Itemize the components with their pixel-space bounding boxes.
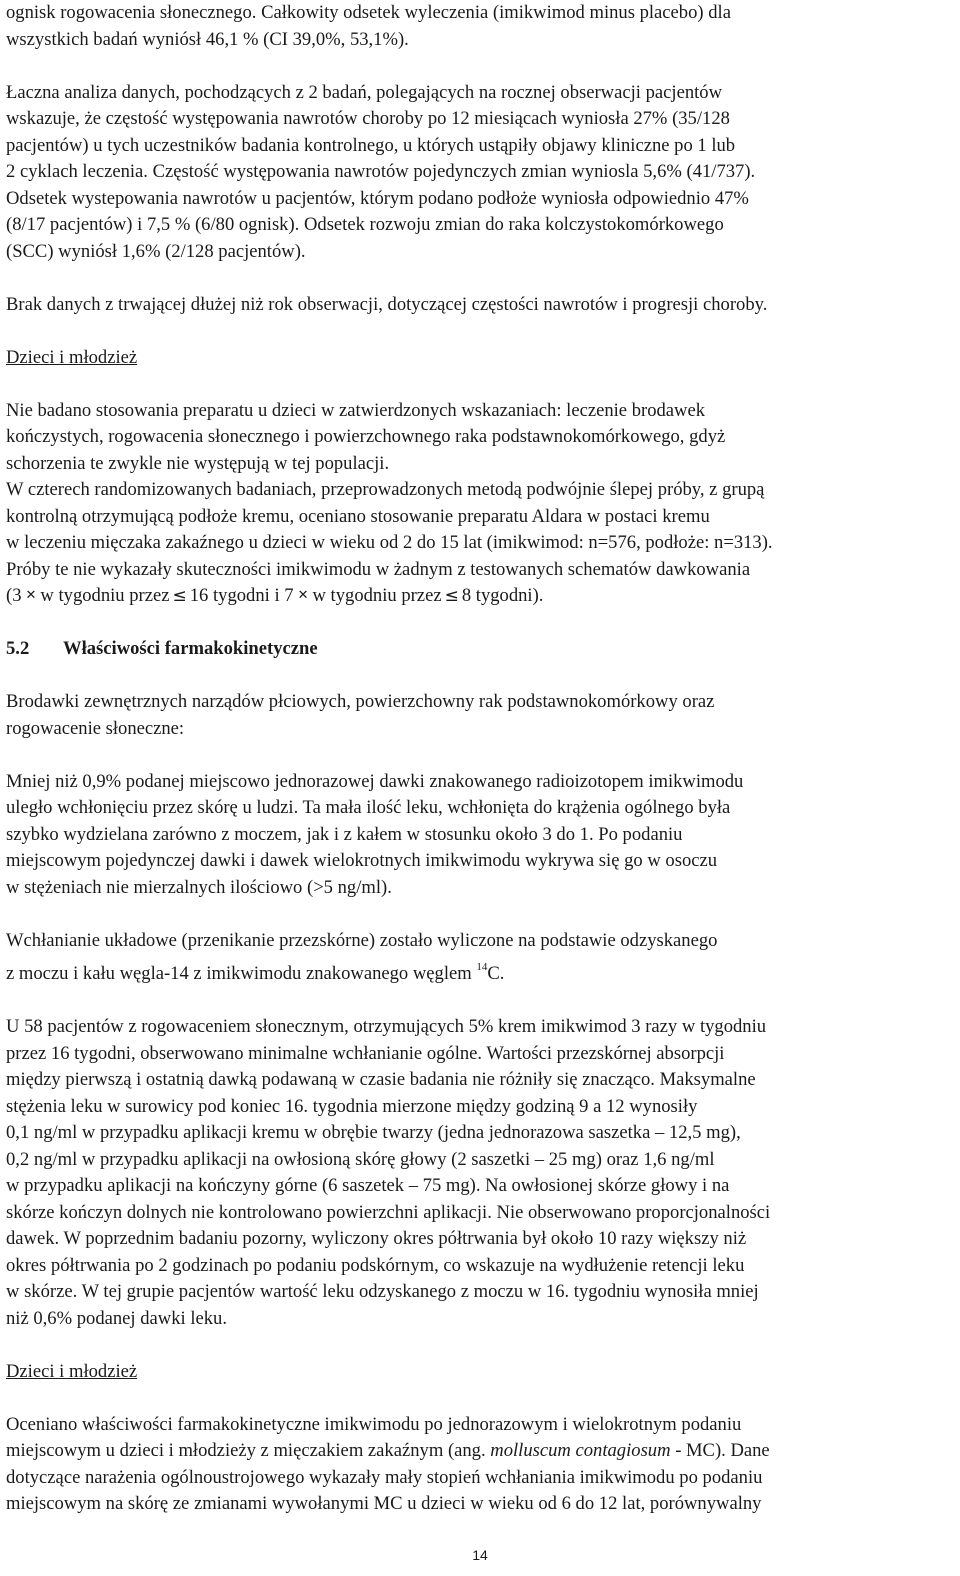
subheading-pediatric: Dzieci i młodzież xyxy=(6,1360,138,1382)
section-heading xyxy=(6,636,956,663)
text-run: w tygodniu przez xyxy=(312,585,442,606)
text-run: (3 xyxy=(6,585,22,606)
text-run: z moczu i kału węgla-14 z imikwimodu znakowanego węglem xyxy=(6,963,472,984)
less-equal-symbol: ≤ xyxy=(444,586,459,606)
paragraph-pediatric-use xyxy=(6,398,956,610)
paragraph-indications xyxy=(6,689,956,742)
text-line: uległo wchłonięciu przez skórę u ludzi. Ta mała ilość leku, wchłonięta do krążenia ogólnego była xyxy=(6,797,731,818)
text-line: między pierwszą i ostatnią dawką podawaną w czasie badania nie różniły się znacząco. Maksymalne xyxy=(6,1069,756,1090)
text-line: skórze kończyn dolnych nie kontrolowano powierzchni aplikacji. Nie obserwowano proporcjonalności xyxy=(6,1201,771,1223)
text-line: kończystych, rogowacenia słonecznego i powierzchownego raka podstawnokomórkowego, gdyż xyxy=(6,426,726,447)
text-line: dawek. W poprzednim badaniu pozorny, wyliczony okres półtrwania był około 10 razy większy niż xyxy=(6,1228,747,1249)
paragraph-absorption xyxy=(6,769,956,902)
text-line: 0,1 ng/ml w przypadku aplikacji kremu w obrębie twarzy (jedna jednorazowa saszetka – 12,5 mg), xyxy=(6,1122,741,1143)
less-equal-symbol: ≤ xyxy=(172,586,187,606)
text-line: Mniej niż 0,9% podanej miejscowo jednorazowej dawki znakowanego radioizotopem imikwimodu xyxy=(6,770,744,792)
text-line: (8/17 pacjentów) i 7,5 % (6/80 ognisk). Odsetek rozwoju zmian do raka kolczystokomórkowego xyxy=(6,214,724,235)
text-run: w tygodniu przez xyxy=(40,585,170,606)
text-line: Wchłanianie układowe (przenikanie przezskórne) zostało wyliczone na podstawie odzyskanego xyxy=(6,929,718,951)
text-run: 16 tygodni i 7 xyxy=(189,585,294,606)
text-line: (SCC) wyniósł 1,6% (2/128 pacjentów). xyxy=(6,240,306,262)
paragraph-actinic-keratosis-pk xyxy=(6,1014,956,1332)
text-line: Łaczna analiza danych, pochodzących z 2 badań, polegających na rocznej obserwacji pacjentów xyxy=(6,81,723,103)
section-number: 5.2 xyxy=(6,638,30,659)
text-line: miejscowym na skórę ze zmianami wywołanymi MC u dzieci w wieku od 6 do 12 lat, porównywalny xyxy=(6,1493,762,1514)
text-line: niż 0,6% podanej dawki leku. xyxy=(6,1307,228,1329)
text-line: Oceniano właściwości farmakokinetyczne imikwimodu po jednorazowym i wielokrotnym podaniu xyxy=(6,1413,742,1435)
text-line: Próby te nie wykazały skuteczności imikwimodu w żadnym z testowanych schematów dawkowania xyxy=(6,558,751,580)
paragraph-no-long-term-data xyxy=(6,292,956,319)
text-line: rogowacenie słoneczne: xyxy=(6,717,185,739)
paragraph-recurrence-analysis xyxy=(6,80,956,266)
latin-term: molluscum contagiosum xyxy=(490,1440,671,1461)
text-line: 0,2 ng/ml w przypadku aplikacji na owłosioną skórę głowy (2 saszetki – 25 mg) oraz 1,6 ng/ml xyxy=(6,1148,715,1170)
text-line: schorzenia te zwykle nie występują w tej populacji. xyxy=(6,452,390,474)
superscript: 14 xyxy=(476,961,488,973)
paragraph-systemic-absorption xyxy=(6,928,956,988)
text-line: Nie badano stosowania preparatu u dzieci w zatwierdzonych wskazaniach: leczenie brodawek xyxy=(6,399,706,421)
dosing-schedule-line xyxy=(6,583,956,610)
text-line: stężenia leku w surowicy pod koniec 16. tygodnia mierzone między godziną 9 a 12 wynosiły xyxy=(6,1095,698,1117)
text-line: Brak danych z trwającej dłużej niż rok obserwacji, dotyczącej częstości nawrotów i progresji choroby. xyxy=(6,293,768,315)
text-line xyxy=(6,954,956,988)
text-line: 2 cyklach leczenia. Częstość występowania nawrotów pojedynczych zmian wyniosla 5,6% (41/737). xyxy=(6,161,756,182)
text-run: C. xyxy=(487,963,505,984)
text-line: W czterech randomizowanych badaniach, przeprowadzonych metodą podwójnie ślepej próby, z grupą xyxy=(6,479,765,500)
text-line: przez 16 tygodni, obserwowano minimalne wchłanianie ogólne. Wartości przezskórnej absorpcji xyxy=(6,1042,725,1064)
text-line: w leczeniu mięczaka zakaźnego u dzieci w wieku od 2 do 15 lat (imikwimod: n=576, podłoże: n=313). xyxy=(6,532,773,553)
text-line: okres półtrwania po 2 godzinach po podaniu podskórnym, co wskazuje na wydłużenie retencji leku xyxy=(6,1254,745,1276)
text-line: U 58 pacjentów z rogowaceniem słonecznym, otrzymujących 5% krem imikwimod 3 razy w tygodniu xyxy=(6,1016,767,1037)
text-line: miejscowym pojedynczej dawki i dawek wielokrotnych imikwimodu wykrywa się go w osoczu xyxy=(6,850,718,871)
document-page xyxy=(6,0,956,1518)
text-line: w przypadku aplikacji na kończyny górne (6 saszetek – 75 mg). Na owłosionej skórze głowy i na xyxy=(6,1175,730,1196)
text-run: 8 tygodni). xyxy=(461,585,544,606)
text-line: wszystkich badań wyniósł 46,1 % (CI 39,0%, 53,1%). xyxy=(6,28,409,50)
text-run: - MC). Dane xyxy=(675,1440,770,1461)
section-title: Właściwości farmakokinetyczne xyxy=(63,638,318,659)
text-line: w stężeniach nie mierzalnych ilościowo (>5 ng/ml). xyxy=(6,876,392,898)
text-run: miejscowym u dzieci i młodzieży z mięczakiem zakaźnym (ang. xyxy=(6,1440,486,1461)
text-line: Brodawki zewnętrznych narządów płciowych, powierzchowny rak podstawnokomórkowy oraz xyxy=(6,691,715,712)
text-line: Odsetek wystepowania nawrotów u pacjentów, którym podano podłoże wyniosła odpowiednio 47% xyxy=(6,187,749,209)
times-symbol: ✕ xyxy=(297,588,309,603)
subheading-pediatric: Dzieci i młodzież xyxy=(6,346,138,368)
paragraph-efficacy-summary xyxy=(6,0,956,53)
text-line: wskazuje, że częstość występowania nawrotów choroby po 12 miesiącach wyniosła 27% (35/128 xyxy=(6,108,730,129)
text-line: kontrolną otrzymującą podłoże kremu, oceniano stosowanie preparatu Aldara w postaci kremu xyxy=(6,505,710,527)
page-number: 14 xyxy=(472,1547,488,1563)
paragraph-pediatric-pk xyxy=(6,1412,956,1518)
text-line: szybko wydzielana zarówno z moczem, jak i z kałem w stosunku około 3 do 1. Po podaniu xyxy=(6,823,683,845)
times-symbol: ✕ xyxy=(25,588,37,603)
text-line: pacjentów) u tych uczestników badania kontrolnego, u których ustąpiły objawy kliniczne po 1 lub xyxy=(6,134,736,156)
text-line xyxy=(6,1438,956,1465)
text-line: dotyczące narażenia ogólnoustrojowego wykazały mały stopień wchłaniania imikwimodu po podaniu xyxy=(6,1466,763,1488)
text-line: w skórze. W tej grupie pacjentów wartość leku odzyskanego z moczu w 16. tygodniu wynosiła mniej xyxy=(6,1281,759,1302)
text-line: ognisk rogowacenia słonecznego. Całkowity odsetek wyleczenia (imikwimod minus placebo) dla xyxy=(6,2,731,23)
